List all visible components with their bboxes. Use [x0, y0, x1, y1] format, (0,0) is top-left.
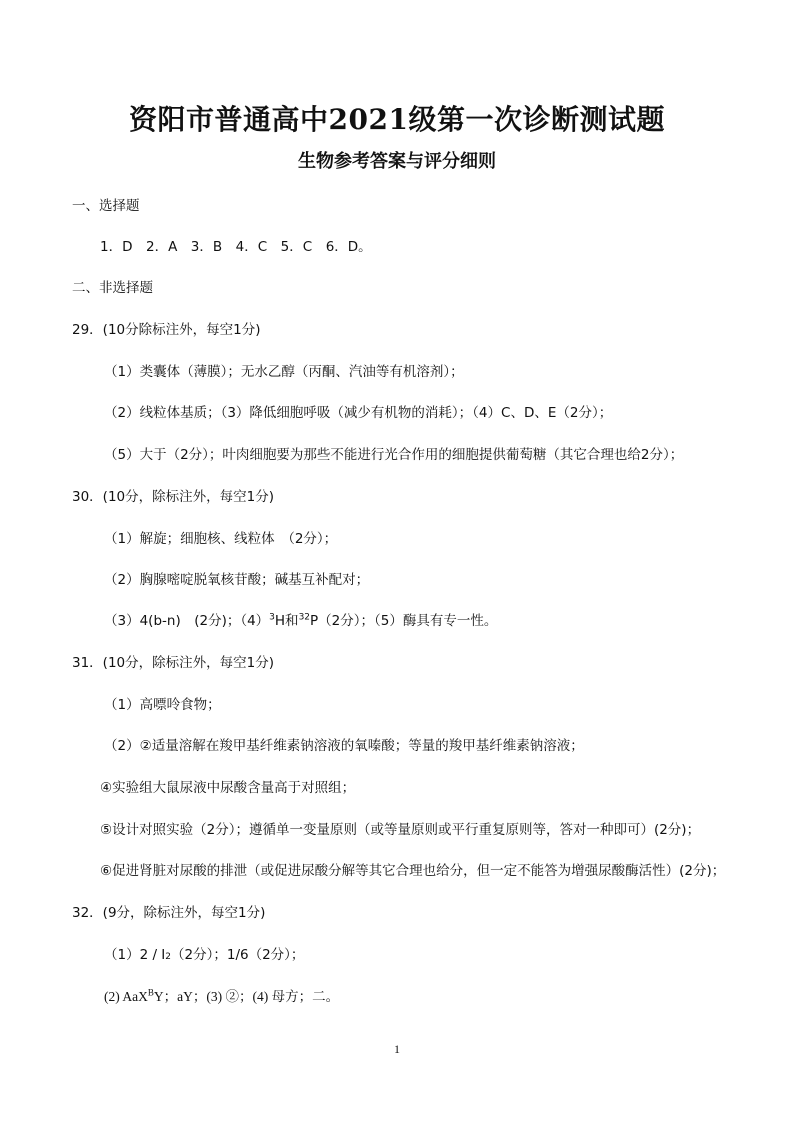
q31-answer-line-2: （2）②适量溶解在羧甲基纤维素钠溶液的氧嗪酸；等量的羧甲基纤维素钠溶液；: [104, 738, 584, 754]
q29-answer-line-3: （5）大于（2分）；叶肉细胞要为那些不能进行光合作用的细胞提供葡萄糖（其它合理也给2分）；: [104, 447, 684, 463]
document-title: 资阳市普通高中2021级第一次诊断测试题: [129, 103, 665, 136]
q30-line3-part-a: （3）4(b-n) (2分)；（4）: [104, 613, 270, 629]
subscript-2: 2: [165, 952, 172, 962]
q30-answer-line-3: [104, 609, 497, 629]
q32-answer-line-1: [104, 943, 304, 963]
q32-line2-part-b: Y；aY；(3) ②；(4) 母方；二。: [153, 989, 340, 1004]
q31-answer-line-3: ④实验组大鼠尿液中尿酸含量高于对照组；: [100, 780, 356, 796]
multiple-choice-answers: 1．D 2．A 3．B 4．C 5．C 6．D。: [100, 239, 372, 255]
q32-line1-part-a: （1）2 / Ⅰ: [104, 947, 166, 963]
q30-answer-line-1: （1）解旋；细胞核、线粒体 （2分）；: [104, 531, 338, 547]
q29-answer-line-1: （1）类囊体（薄膜）；无水乙醇（丙酮、汽油等有机溶剂）；: [104, 364, 464, 380]
section-heading-multiple-choice: 一、选择题: [72, 198, 140, 214]
section-heading-non-choice: 二、非选择题: [72, 280, 153, 296]
q29-header: 29．(10分除标注外，每空1分): [72, 322, 261, 338]
q30-header: 30．(10分，除标注外，每空1分): [72, 489, 274, 505]
page-number: 1: [394, 1042, 400, 1056]
q29-answer-line-2: （2）线粒体基质；（3）降低细胞呼吸（减少有机物的消耗）；（4）C、D、E（2分）；: [104, 405, 613, 421]
q32-header: 32．(9分，除标注外，每空1分): [72, 905, 266, 921]
q32-answer-line-2: [104, 985, 339, 1005]
superscript-3: 3: [269, 612, 275, 623]
q30-line3-part-c: P（2分）；（5）酶具有专一性。: [310, 613, 498, 629]
document-subtitle: 生物参考答案与评分细则: [298, 151, 496, 172]
q31-answer-line-4: ⑤设计对照实验（2分）；遵循单一变量原则（或等量原则或平行重复原则等，答对一种即可）(2分)；: [100, 822, 701, 838]
q31-header: 31．(10分，除标注外，每空1分): [72, 655, 274, 671]
q30-line3-part-b: H和: [274, 613, 299, 629]
q31-answer-line-5: ⑥促进肾脏对尿酸的排泄（或促进尿酸分解等其它合理也给分，但一定不能答为增强尿酸酶活性）(2分)；: [100, 863, 726, 879]
superscript-32: 32: [298, 612, 311, 623]
superscript-b: B: [147, 987, 154, 998]
q32-line1-part-b: （2分）；1/6（2分）；: [171, 947, 305, 963]
q32-line2-part-a: (2) AaX: [104, 989, 148, 1004]
q31-answer-line-1: （1）高嘌呤食物；: [104, 697, 221, 713]
q30-answer-line-2: （2）胸腺嘧啶脱氧核苷酸；碱基互补配对；: [104, 572, 370, 588]
